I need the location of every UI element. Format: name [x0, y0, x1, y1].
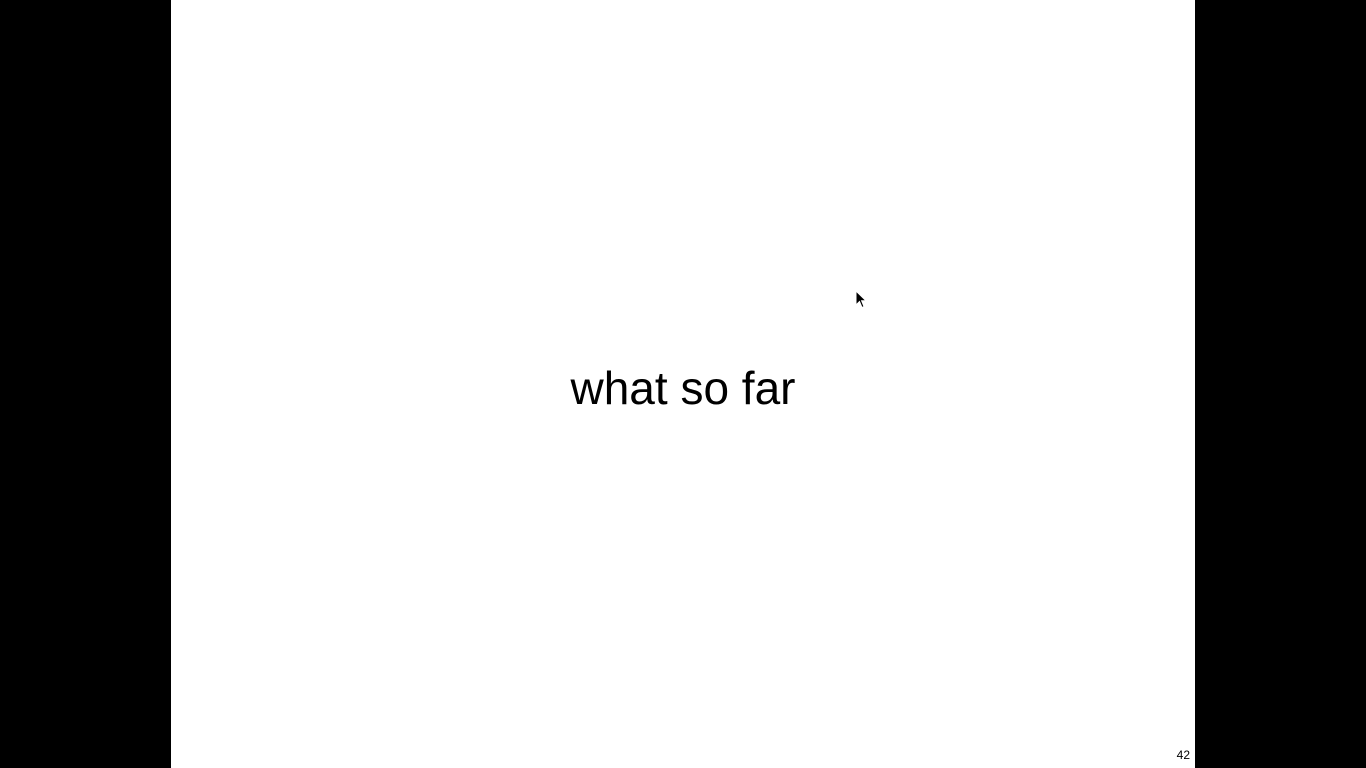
slide-text: what so far: [570, 362, 796, 414]
mouse-pointer-icon: [855, 290, 867, 309]
slide[interactable]: [171, 0, 1195, 768]
slide-page-number: 42: [1176, 748, 1190, 762]
